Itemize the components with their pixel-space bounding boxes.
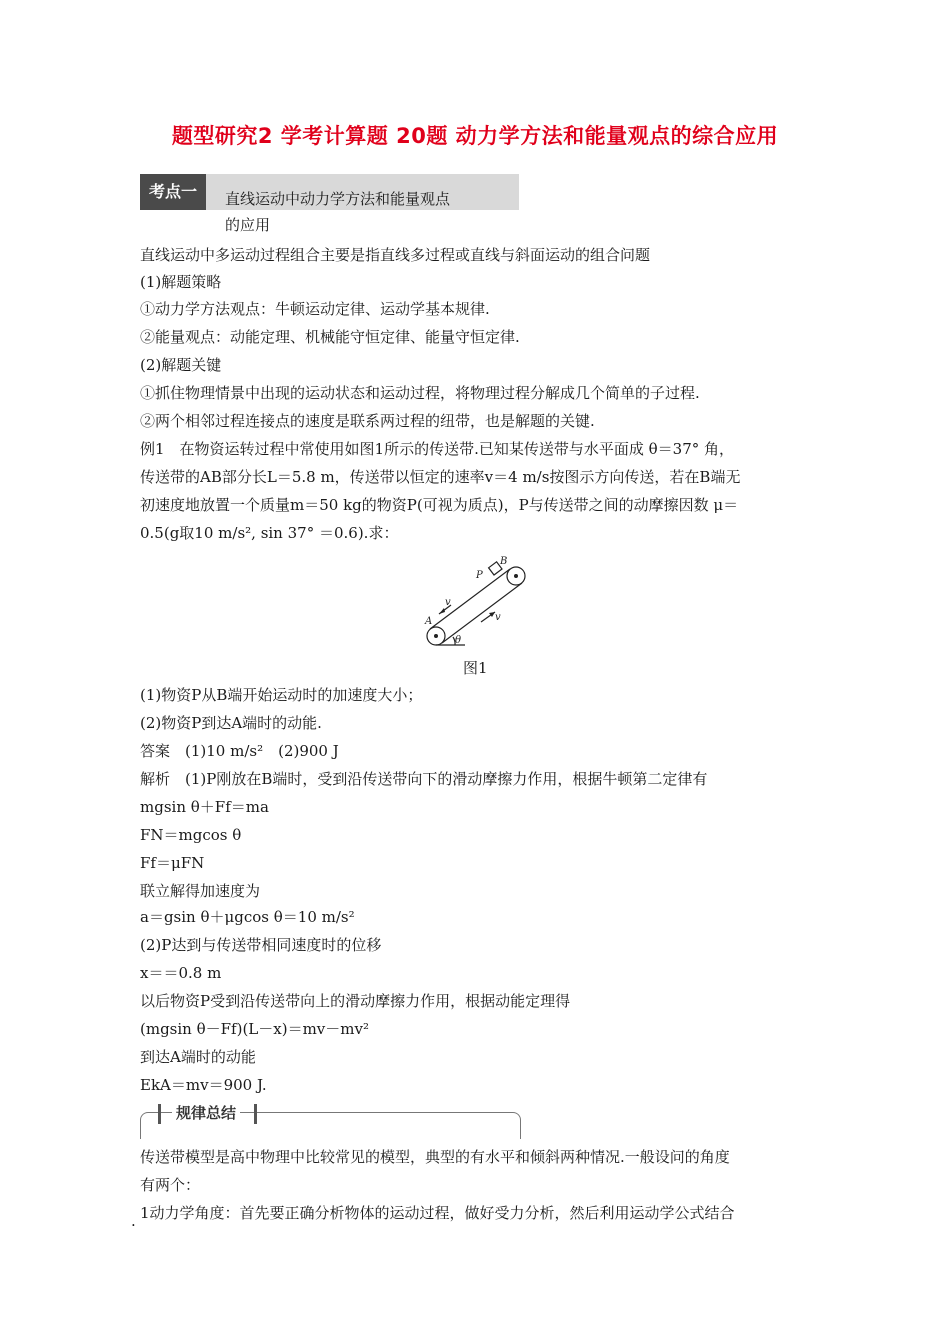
section-title-line1: 直线运动中动力学方法和能量观点 bbox=[225, 190, 451, 208]
example-line-1: 例1 在物资运转过程中常使用如图1所示的传送带.已知某传送带与水平面成 θ＝37° 角， bbox=[140, 440, 735, 458]
rule-line: 有两个： bbox=[140, 1176, 201, 1194]
rule-mark-left bbox=[158, 1104, 161, 1124]
rule-line: 传送带模型是高中物理中比较常见的模型，典型的有水平和倾斜两种情况.一般设问的角度 bbox=[140, 1148, 730, 1166]
solution-line: FN＝mgcos θ bbox=[140, 826, 242, 844]
solution-line: 到达A端时的动能 bbox=[140, 1048, 256, 1066]
intro-line: 直线运动中多运动过程组合主要是指直线多过程或直线与斜面运动的组合问题 bbox=[140, 246, 651, 264]
solution-line: (2)P达到与传送带相同速度时的位移 bbox=[140, 936, 382, 954]
section-title-line2: 的应用 bbox=[225, 216, 271, 234]
label-v-top: v bbox=[445, 597, 451, 608]
label-theta: θ bbox=[455, 635, 462, 646]
rule-summary-label: 规律总结 bbox=[172, 1102, 240, 1123]
solution-line: 联立解得加速度为 bbox=[140, 882, 261, 900]
question-2: (2)物资P到达A端时的动能. bbox=[140, 714, 322, 732]
label-v-bottom: v bbox=[495, 612, 501, 623]
solution-line: a＝gsin θ＋μgcos θ＝10 m/s² bbox=[140, 908, 355, 926]
rule-line: 1动力学角度：首先要正确分析物体的运动过程，做好受力分析，然后利用运动学公式结合 bbox=[140, 1204, 735, 1222]
bullet-dot: . bbox=[131, 1212, 136, 1230]
label-a: A bbox=[425, 616, 433, 627]
label-p: P bbox=[476, 570, 483, 581]
example-line-3: 初速度地放置一个质量m＝50 kg的物资P(可视为质点)，P与传送带之间的动摩擦因数 μ＝ bbox=[140, 496, 739, 514]
strategy-item-2: ②能量观点：动能定理、机械能守恒定律、能量守恒定律. bbox=[140, 328, 520, 346]
key-item-2: ②两个相邻过程连接点的速度是联系两过程的纽带，也是解题的关键. bbox=[140, 412, 595, 430]
solution-line: EkA＝mv＝900 J. bbox=[140, 1076, 267, 1094]
question-1: (1)物资P从B端开始运动时的加速度大小； bbox=[140, 686, 423, 704]
solution-line: (mgsin θ－Ff)(L－x)＝mv－mv² bbox=[140, 1020, 369, 1038]
strategy-heading: (1)解题策略 bbox=[140, 273, 222, 291]
example-line-2: 传送带的AB部分长L＝5.8 m，传送带以恒定的速率v＝4 m/s按图示方向传送，若在B端无 bbox=[140, 468, 741, 486]
solution-line: mgsin θ＋Ff＝ma bbox=[140, 798, 269, 816]
solution-line: 以后物资P受到沿传送带向上的滑动摩擦力作用，根据动能定理得 bbox=[140, 992, 571, 1010]
solution-line: x＝＝0.8 m bbox=[140, 964, 222, 982]
label-b: B bbox=[500, 556, 508, 567]
key-item-1: ①抓住物理情景中出现的运动状态和运动过程，将物理过程分解成几个简单的子过程. bbox=[140, 384, 700, 402]
solution-line: 解析 (1)P刚放在B端时，受到沿传送带向下的滑动摩擦力作用，根据牛顿第二定律有 bbox=[140, 770, 708, 788]
figure-caption: 图1 bbox=[463, 659, 488, 677]
strategy-item-1: ①动力学方法观点：牛顿运动定律、运动学基本规律. bbox=[140, 300, 490, 318]
page-title: 题型研究2 学考计算题 20题 动力学方法和能量观点的综合应用 bbox=[171, 124, 779, 148]
solution-line: Ff＝μFN bbox=[140, 854, 205, 872]
conveyor-belt-figure bbox=[415, 552, 535, 652]
rule-mark-right bbox=[254, 1104, 257, 1124]
belt-bottom bbox=[442, 583, 522, 643]
key-heading: (2)解题关键 bbox=[140, 356, 222, 374]
section-tag: 考点一 bbox=[140, 174, 206, 210]
example-line-4: 0.5(g取10 m/s², sin 37° ＝0.6).求： bbox=[140, 524, 399, 542]
section-title bbox=[225, 186, 505, 238]
answer: 答案 (1)10 m/s² (2)900 J bbox=[140, 742, 339, 760]
